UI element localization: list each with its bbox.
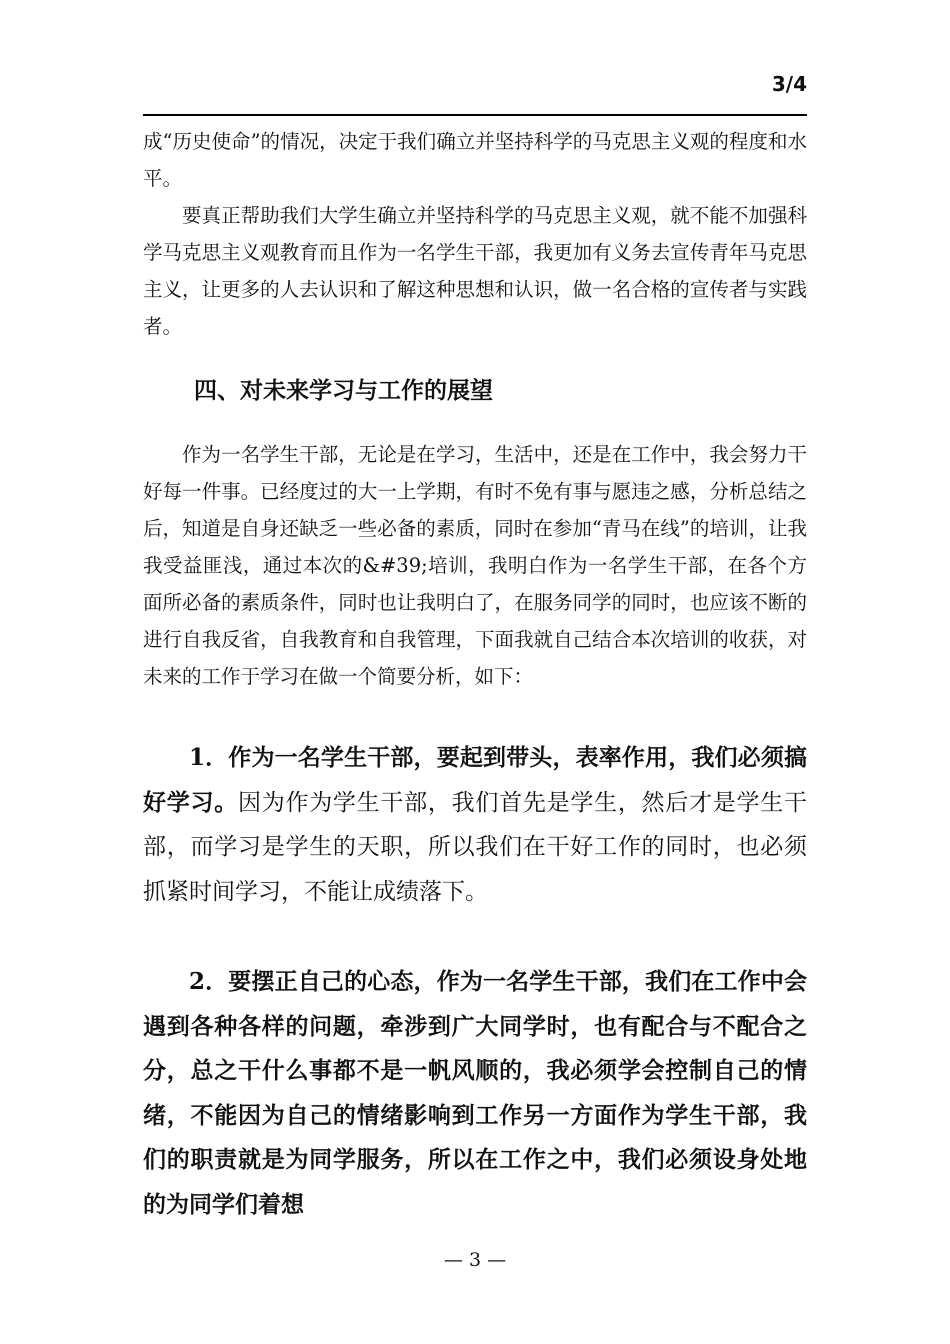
paragraph-3: 作为一名学生干部，无论是在学习，生活中，还是在工作中，我会努力干好每一件事。已经度过的大一上学期，有时不免有事与愿违之感，分析总结之后，知道是自身还缺乏一些必备的素质，同时在参加“青马在线”的培训，让我我受益匪浅，通过本次的&#39;培训，我明白作为一名学生干部，在各个方面所必备的素质条件，同时也让我明白了，在服务同学的同时，也应该不断的进行自我反省，自我教育和自我管理，下面我就自己结合本次培训的收获，对未来的工作于学习在做一个简要分析，如下： [143,443,807,688]
item-1-body: 因为作为学生干部，我们首先是学生，然后才是学生干部，而学习是学生的天职，所以我们在干好工作的同时，也必须抓紧时间学习，不能让成绩落下。 [143,789,808,905]
item-1 [143,736,807,914]
header-rule [143,114,807,116]
section-heading: 四、对未来学习与工作的展望 [194,378,493,404]
item-1-lead: 1．作为一名学生干部，要起到带头，表率作用，我们必须搞好学习。 [143,744,807,816]
paragraph-continuation: 成“历史使命”的情况，决定于我们确立并坚持科学的马克思主义观的程度和水平。 [143,130,807,190]
paragraph-2-block [143,197,807,345]
paragraph-2: 要真正帮助我们大学生确立并坚持科学的马克思主义观，就不能不加强科学马克思主义观教育而且作为一名学生干部，我更加有义务去宣传青年马克思主义，让更多的人去认识和了解这种思想和认识，做一名合格的宣传者与实践者。 [143,204,807,338]
item-2: 2．要摆正自己的心态，作为一名学生干部，我们在工作中会遇到各种各样的问题，牵涉到广大同学时，也有配合与不配合之分，总之干什么事都不是一帆风顺的，我必须学会控制自己的情绪，不能因为自己的情绪影响到工作另一方面作为学生干部，我们的职责就是为同学服务，所以在工作之中，我们必须设身处地的为同学们着想 [143,968,807,1218]
item-2-block [143,960,807,1227]
page-number: — 3 — [443,1249,507,1271]
page-indicator: 3/4 [771,72,807,96]
paragraph-continuation-block [143,123,807,197]
item-1-block [143,736,807,914]
paragraph-3-block [143,436,807,695]
